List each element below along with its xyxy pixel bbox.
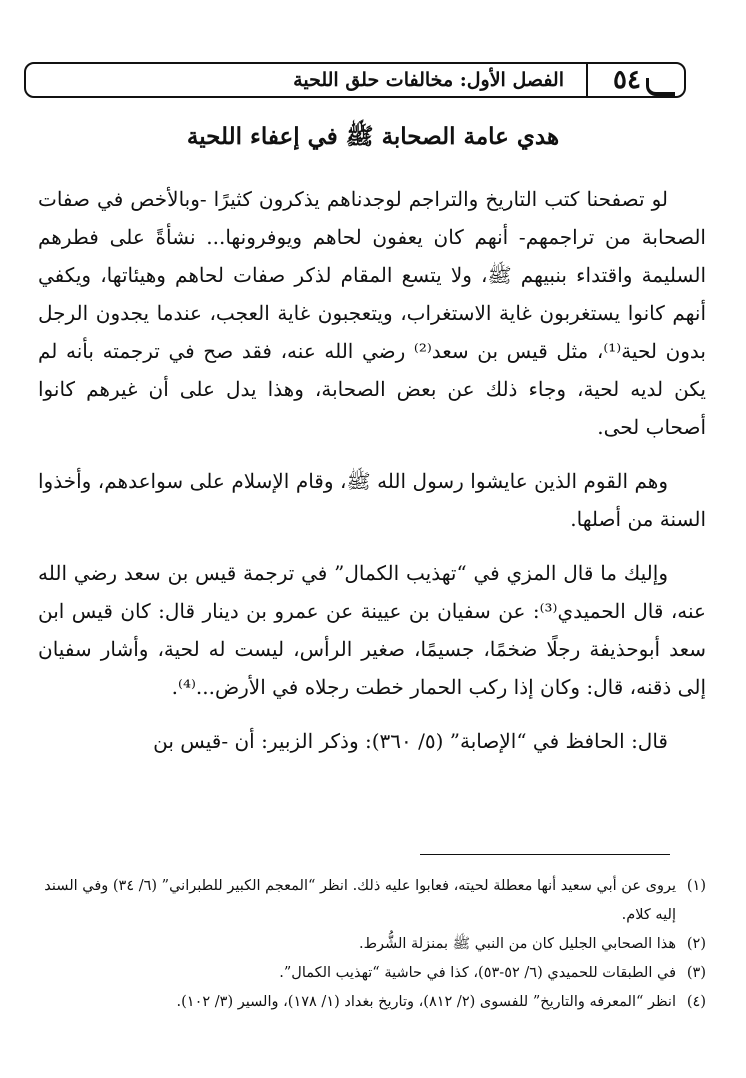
section-title: هدي عامة الصحابة ﷺ في إعفاء اللحية <box>186 123 560 150</box>
paragraph: لو تصفحنا كتب التاريخ والتراجم لوجدناهم يذكرون كثيرًا -وبالأخص في صفات الصحابة من تراجمهم- أنهم كان يعفون لحاهم ويوفرونها... نشأةً على فطرهم السليمة واقتداء بنبيهم ﷺ، ولا يتسع المقام لذكر صفات لحاهم وهيئاتها، ويكفي أنهم كانوا يستغربون غاية الاستغراب، ويتعجبون غاية العجب، عندما يجدون الرجل بدون لحية⁽¹⁾، مثل قيس بن سعد⁽²⁾ رضي الله عنه، فقد صح في ترجمته بأنه لم يكن لديه لحية، وجاء ذلك عن بعض الصحابة، وهذا يدل على أن غيرهم كانوا أصحاب لحى. <box>38 187 706 439</box>
footnote-text: يروى عن أبي سعيد أنها معطلة لحيته، فعابوا عليه ذلك. انظر “المعجم الكبير للطبراني” (٦/ ٣٤) وفي السند إليه كلام. <box>44 878 676 923</box>
paragraph: وهم القوم الذين عايشوا رسول الله ﷺ، وقام الإسلام على سواعدهم، وأخذوا السنة من أصلها. <box>38 469 706 531</box>
footnote-text: هذا الصحابي الجليل كان من النبي ﷺ بمنزلة الشُّرط. <box>358 936 676 952</box>
footnote <box>40 988 706 1017</box>
header-divider <box>586 62 588 98</box>
footnote-number: (١) <box>686 878 706 894</box>
body-text <box>38 180 706 776</box>
paragraph: وإليك ما قال المزي في “تهذيب الكمال” في ترجمة قيس بن سعد رضي الله عنه، قال الحميدي⁽³⁾: عن سفيان بن عيينة عن عمرو بن دينار قال: كان قيس ابن سعد أبوحذيفة رجلًا ضخمًا، جسيمًا، صغير الرأس، ليست له لحية، وأشار سفيان إلى ذقنه، قال: وكان إذا ركب الحمار خطت رجلاه في الأرض...⁽⁴⁾. <box>38 561 706 699</box>
footnote-number: (٢) <box>686 936 706 952</box>
footnote <box>40 930 706 959</box>
footnote-text: انظر “المعرفه والتاريخ” للفسوى (٢/ ٨١٢)، وتاريخ بغداد (١/ ١٧٨)، والسير (٣/ ١٠٢). <box>176 994 676 1010</box>
footnotes <box>40 872 706 1017</box>
footnote-text: في الطبقات للحميدي (٦/ ٥٢-٥٣)، كذا في حاشية “تهذيب الكمال”. <box>279 965 676 981</box>
footnote <box>40 872 706 930</box>
footnote-separator <box>420 854 670 855</box>
paragraph: قال: الحافظ في “الإصابة” (٥/ ٣٦٠): وذكر الزبير: أن -قيس بن <box>153 729 668 753</box>
footnote-number: (٣) <box>686 965 706 981</box>
chapter-title: الفصل الأول: مخالفات حلق اللحية <box>293 69 564 91</box>
page-number: ٥٤ <box>613 65 641 95</box>
footnote-number: (٤) <box>686 994 706 1010</box>
footnote <box>40 959 706 988</box>
